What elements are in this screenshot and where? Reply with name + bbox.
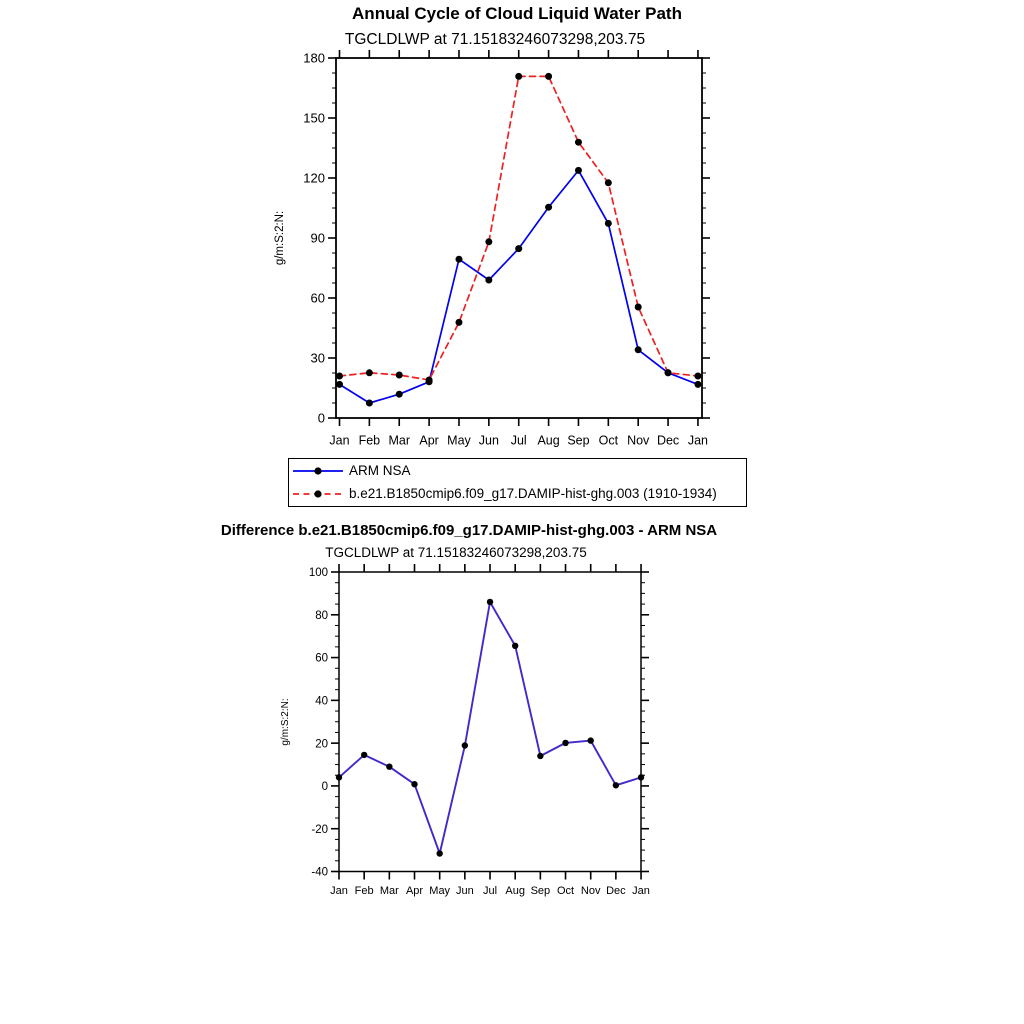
legend-entry-arm-nsa xyxy=(289,460,746,483)
data-point xyxy=(487,599,493,605)
data-point xyxy=(436,850,442,856)
month-label: Jan xyxy=(330,885,348,897)
data-point xyxy=(515,245,522,252)
data-point xyxy=(361,752,367,758)
month-label: Jun xyxy=(478,433,499,448)
data-point xyxy=(694,373,701,380)
month-label: Mar xyxy=(388,433,411,448)
month-label: Nov xyxy=(627,433,650,448)
y-tick-label: 60 xyxy=(315,652,328,665)
legend-marker-dot-icon xyxy=(314,490,321,497)
y-tick-label: 180 xyxy=(303,50,325,66)
month-label: Jun xyxy=(455,885,474,897)
month-label: Aug xyxy=(505,885,525,897)
data-point xyxy=(638,774,644,780)
month-label: Oct xyxy=(598,433,619,448)
data-point xyxy=(575,139,582,146)
top-chart-title: Annual Cycle of Cloud Liquid Water Path xyxy=(352,4,682,23)
month-label: Jan xyxy=(329,433,350,448)
month-label: Dec xyxy=(656,433,680,448)
y-tick-label: 80 xyxy=(315,609,328,622)
y-axis-title: g/m:S:2:N: xyxy=(274,210,286,266)
month-label: Dec xyxy=(606,885,626,897)
plot-frame xyxy=(336,58,702,418)
y-tick-label: -40 xyxy=(311,866,328,879)
data-point xyxy=(605,220,612,227)
data-point xyxy=(512,643,518,649)
data-point xyxy=(545,204,552,211)
legend-marker-dot-icon xyxy=(314,467,321,474)
data-point xyxy=(426,377,433,384)
data-point xyxy=(515,73,522,80)
data-point xyxy=(336,373,343,380)
month-label: May xyxy=(447,433,471,448)
month-label: Sep xyxy=(530,885,551,897)
y-tick-label: 120 xyxy=(303,170,325,186)
plot-frame xyxy=(339,572,641,872)
legend xyxy=(288,458,747,507)
month-label: Apr xyxy=(405,885,424,897)
month-label: Jul xyxy=(510,433,527,448)
y-tick-label: 40 xyxy=(315,695,328,708)
data-point xyxy=(694,381,701,388)
y-tick-label: -20 xyxy=(311,823,328,836)
data-point xyxy=(562,740,568,746)
legend-label-arm-nsa: ARM NSA xyxy=(349,463,411,479)
series-line xyxy=(340,76,698,380)
legend-entry-model xyxy=(289,483,746,506)
data-point xyxy=(588,737,594,743)
y-tick-label: 60 xyxy=(310,290,325,306)
y-tick-label: 90 xyxy=(310,230,325,246)
data-point xyxy=(462,742,468,748)
bottom-chart-subtitle: TGCLDLWP at 71.15183246073298,203.75 xyxy=(325,545,587,560)
month-label: Apr xyxy=(419,433,439,448)
data-point xyxy=(635,304,642,311)
data-point xyxy=(575,167,582,174)
y-tick-label: 100 xyxy=(308,567,328,580)
data-point xyxy=(396,391,403,398)
data-point xyxy=(665,369,672,376)
data-point xyxy=(366,369,373,376)
y-tick-label: 30 xyxy=(310,350,325,366)
month-label: Jan xyxy=(687,433,709,448)
data-point xyxy=(545,73,552,80)
month-label: Feb xyxy=(358,433,381,448)
series-line xyxy=(340,170,698,403)
data-point xyxy=(455,256,462,263)
y-tick-label: 20 xyxy=(315,738,328,751)
month-label: Aug xyxy=(537,433,560,448)
top-chart-subtitle: TGCLDLWP at 71.15183246073298,203.75 xyxy=(344,31,646,48)
y-tick-label: 0 xyxy=(317,410,325,426)
month-label: Jul xyxy=(482,885,498,897)
data-point xyxy=(411,781,417,787)
y-tick-label: 0 xyxy=(321,781,328,794)
data-point xyxy=(396,372,403,379)
month-label: Mar xyxy=(379,885,399,897)
month-label: May xyxy=(429,885,451,897)
data-point xyxy=(613,782,619,788)
data-point xyxy=(366,400,373,407)
y-axis-title: g/m:S:2:N: xyxy=(280,698,291,746)
legend-label-model: b.e21.B1850cmip6.f09_g17.DAMIP-hist-ghg.003 (1910-1934) xyxy=(349,486,717,502)
data-point xyxy=(537,753,543,759)
y-tick-label: 150 xyxy=(303,110,325,126)
data-point xyxy=(635,346,642,353)
month-label: Nov xyxy=(580,885,601,897)
series-line xyxy=(339,602,641,854)
month-label: Feb xyxy=(354,885,374,897)
month-label: Oct xyxy=(556,885,575,897)
legend-line-sample-solid-icon xyxy=(292,463,344,479)
data-point xyxy=(455,319,462,326)
month-label: Jan xyxy=(632,885,650,897)
data-point xyxy=(336,381,343,388)
data-point xyxy=(485,277,492,284)
legend-line-sample-dashed-icon xyxy=(292,486,344,502)
bottom-chart-title: Difference b.e21.B1850cmip6.f09_g17.DAMIP-hist-ghg.003 - ARM NSA xyxy=(220,522,718,539)
data-point xyxy=(336,774,342,780)
data-point xyxy=(386,763,392,769)
month-label: Sep xyxy=(567,433,590,448)
data-point xyxy=(605,179,612,186)
data-point xyxy=(485,238,492,245)
